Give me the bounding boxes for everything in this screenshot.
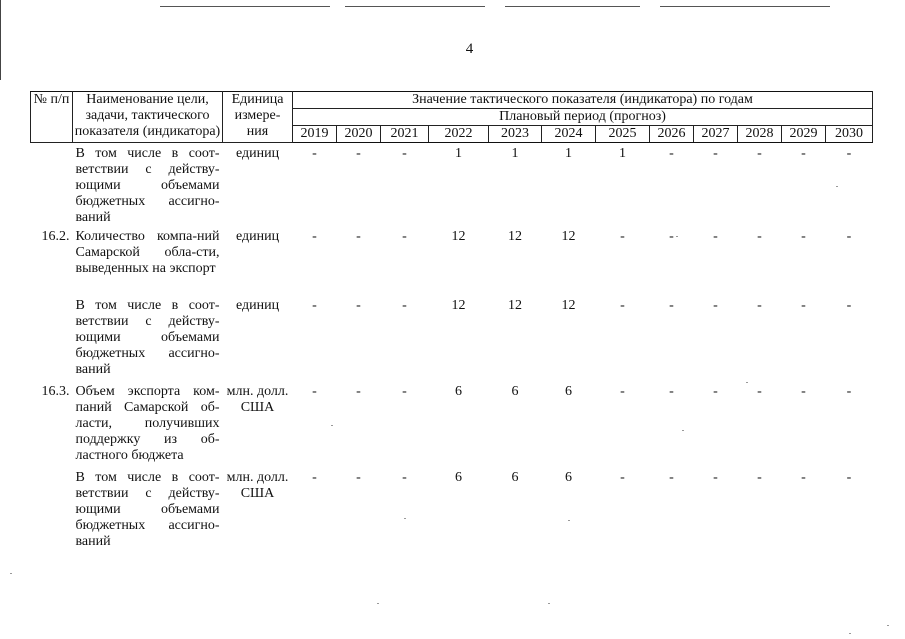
- scan-speck: [849, 633, 851, 634]
- header-unit: Единица измере-ния: [223, 92, 293, 143]
- scan-speck: [836, 186, 838, 187]
- year-value: -: [356, 298, 361, 313]
- scan-top-edge-line: [160, 6, 330, 7]
- header-year: 2027: [694, 126, 738, 143]
- year-value: -: [669, 470, 674, 485]
- year-value: -: [620, 384, 625, 399]
- year-value: -: [846, 470, 852, 485]
- indicator-name: В том числе в соот-ветствии с действу-ющими объемами бюджетных ассигно-ваний: [75, 146, 220, 225]
- row-number: [31, 467, 73, 557]
- year-value: -: [757, 298, 762, 313]
- year-value: -: [846, 298, 852, 313]
- year-value: -: [801, 146, 806, 161]
- year-value: 1: [565, 146, 572, 161]
- row-number: [31, 295, 73, 381]
- header-year: 2023: [489, 126, 542, 143]
- scan-speck: [10, 573, 12, 574]
- year-value: -: [757, 470, 762, 485]
- year-value: -: [801, 229, 806, 244]
- table-row: [31, 295, 873, 381]
- indicator-name: Количество компа-ний Самарской обла-сти, выведенных на экспорт: [75, 229, 220, 276]
- year-value: 6: [565, 384, 572, 399]
- indicator-name: В том числе в соот-ветствии с действу-ющими объемами бюджетных ассигно-ваний: [75, 470, 220, 549]
- header-year: 2029: [782, 126, 826, 143]
- header-year: 2024: [542, 126, 596, 143]
- year-value: -: [846, 229, 852, 244]
- scan-left-edge-line: [0, 0, 1, 80]
- year-value: 12: [508, 229, 522, 244]
- header-number: № п/п: [31, 92, 73, 143]
- year-value: -: [669, 298, 674, 313]
- year-value: -: [713, 229, 718, 244]
- year-value: -: [312, 229, 317, 244]
- row-number: 16.3.: [41, 384, 70, 399]
- scan-speck: [331, 425, 333, 426]
- table-row: [31, 226, 873, 295]
- year-value: -: [356, 146, 361, 161]
- year-value: 1: [511, 146, 519, 161]
- year-value: -: [402, 298, 407, 313]
- year-value: -: [713, 298, 718, 313]
- year-value: -: [356, 229, 361, 244]
- year-value: -: [312, 146, 317, 161]
- table-row: [31, 381, 873, 467]
- scan-top-edge-line: [505, 6, 640, 7]
- header-year: 2019: [293, 126, 337, 143]
- year-value: 12: [561, 229, 576, 244]
- header-plan-period: Плановый период (прогноз): [293, 109, 873, 126]
- year-value: -: [620, 229, 625, 244]
- scan-speck: [548, 603, 550, 604]
- year-value: -: [620, 470, 625, 485]
- year-value: -: [402, 384, 407, 399]
- year-value: -: [846, 146, 852, 161]
- year-value: -: [312, 298, 317, 313]
- scan-speck: [568, 520, 570, 521]
- year-value: -: [402, 146, 407, 161]
- scan-top-edge-line: [345, 6, 485, 7]
- table-row: [31, 143, 873, 227]
- header-name: Наименование цели, задачи, тактического показателя (индикатора): [73, 92, 223, 143]
- indicator-name: Объем экспорта ком-паний Самарской об-ласти, получивших поддержку из об-ластного бюджета: [75, 384, 220, 463]
- table-row: [31, 467, 873, 557]
- year-value: -: [669, 384, 674, 399]
- year-value: -: [757, 146, 762, 161]
- year-value: 6: [455, 384, 462, 399]
- scan-speck: [377, 603, 379, 604]
- year-value: -: [312, 470, 317, 485]
- scan-speck: [746, 382, 748, 383]
- year-value: 6: [455, 470, 462, 485]
- year-value: -: [669, 229, 674, 244]
- unit-of-measure: млн. долл. США: [226, 384, 289, 415]
- year-value: 6: [511, 470, 519, 485]
- year-value: 6: [565, 470, 572, 485]
- year-value: 1: [455, 146, 462, 161]
- header-year: 2028: [738, 126, 782, 143]
- header-year: 2020: [337, 126, 381, 143]
- year-value: 12: [451, 229, 466, 244]
- row-number: 16.2.: [41, 229, 70, 244]
- page-number: 4: [465, 41, 474, 57]
- year-value: 1: [619, 146, 626, 161]
- year-value: -: [757, 384, 762, 399]
- unit-of-measure: единиц: [235, 298, 280, 313]
- year-value: 6: [511, 384, 519, 399]
- header-values-group: Значение тактического показателя (индикатора) по годам: [293, 92, 873, 109]
- year-value: -: [713, 470, 718, 485]
- year-value: -: [757, 229, 762, 244]
- year-value: -: [801, 470, 806, 485]
- year-value: -: [713, 146, 718, 161]
- year-value: -: [846, 384, 852, 399]
- year-value: -: [402, 470, 407, 485]
- year-value: -: [801, 298, 806, 313]
- header-year: 2030: [826, 126, 873, 143]
- unit-of-measure: млн. долл. США: [226, 470, 289, 501]
- year-value: -: [801, 384, 806, 399]
- scan-speck: [676, 236, 678, 237]
- year-value: -: [356, 470, 361, 485]
- scan-top-edge-line: [660, 6, 830, 7]
- header-year: 2022: [429, 126, 489, 143]
- year-value: -: [356, 384, 361, 399]
- scan-speck: [682, 430, 684, 431]
- header-year: 2025: [596, 126, 650, 143]
- year-value: 12: [451, 298, 466, 313]
- indicator-table: [30, 91, 873, 557]
- year-value: -: [669, 146, 674, 161]
- year-value: -: [713, 384, 718, 399]
- year-value: 12: [508, 298, 522, 313]
- scan-speck: [404, 518, 406, 519]
- year-value: 12: [561, 298, 576, 313]
- header-year: 2026: [650, 126, 694, 143]
- year-value: -: [312, 384, 317, 399]
- scan-speck: [887, 625, 889, 626]
- header-year: 2021: [381, 126, 429, 143]
- unit-of-measure: единиц: [235, 146, 280, 161]
- indicator-name: В том числе в соот-ветствии с действу-ющими объемами бюджетных ассигно-ваний: [75, 298, 220, 377]
- year-value: -: [620, 298, 625, 313]
- unit-of-measure: единиц: [235, 229, 280, 244]
- year-value: -: [402, 229, 407, 244]
- row-number: [31, 143, 73, 227]
